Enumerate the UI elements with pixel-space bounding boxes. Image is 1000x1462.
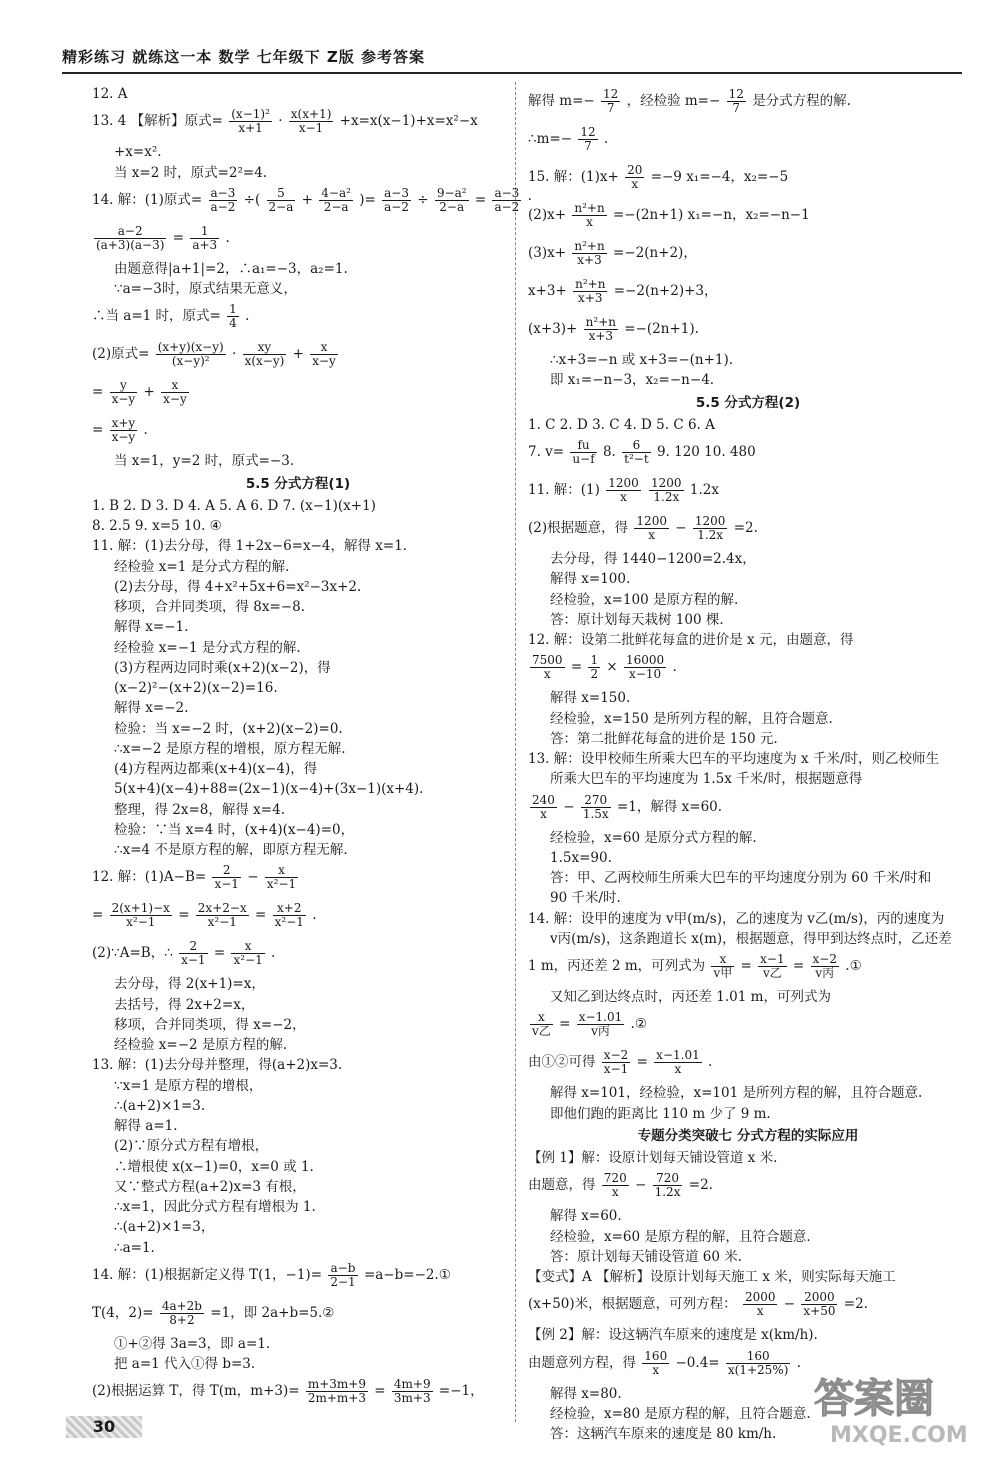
answer-line: 去分母，得 2(x+1)=x， bbox=[114, 976, 265, 993]
fraction: $\frac{\text{(x−1)²}}{x+1}$ bbox=[231, 107, 270, 136]
answer-line: ∴增根使 x(x−1)=0，x=0 或 1. bbox=[114, 1158, 314, 1175]
answer-line: 90 千米/时. bbox=[550, 890, 621, 907]
answer-line: 即他们跑的距离比 110 m 少了 9 m. bbox=[550, 1105, 771, 1122]
answer-line: 15. 解：(1)x+ $\frac{20}{x}$ =−9 x₁=−4，x₂=−5 bbox=[528, 163, 789, 192]
fraction: $\frac{x}{\text{x²−1}}$ bbox=[233, 939, 263, 968]
column-divider bbox=[515, 82, 516, 1422]
fraction: $\frac{\text{n²+n}}{x+3}$ bbox=[574, 239, 605, 268]
answer-line: ∴x=4 不是原方程的解，即原方程无解. bbox=[114, 842, 348, 858]
answer-line: 又∵整式方程(a+2)x=3 有根， bbox=[114, 1178, 306, 1195]
answer-line: 解得 x=−2. bbox=[114, 700, 189, 717]
answer-line: $\frac{240}{x}$ − $\frac{270}{1.5x}$ =1，解得 x=60. bbox=[532, 792, 723, 821]
fraction: $\frac{m+3m+9}{2m+m+3}$ bbox=[307, 1377, 366, 1406]
answer-line: $\frac{a-2}{(a+3)(a-3)}$ = $\frac{1}{a+3}$ . bbox=[96, 223, 230, 252]
fraction: $\frac{x}{x-y}$ bbox=[312, 340, 336, 369]
fraction: $\frac{x-1.01}{x}$ bbox=[656, 1048, 700, 1077]
watermark-url: MXQE.COM bbox=[830, 1423, 968, 1448]
fraction: $\frac{a-2}{(a+3)(a-3)}$ bbox=[96, 223, 165, 252]
section-title: 5.5 分式方程(2) bbox=[695, 394, 801, 411]
fraction: $\frac{x}{\text{v甲}}$ bbox=[713, 952, 733, 981]
answer-line: 解得 a=1. bbox=[114, 1118, 178, 1134]
right-column bbox=[528, 84, 968, 1444]
answer-line: 把 a=1 代入①得 b=3. bbox=[114, 1356, 256, 1372]
answer-line: = $\frac{y}{x-y}$ + $\frac{x}{x-y}$ bbox=[92, 378, 187, 407]
fraction: $\frac{\text{n²+n}}{x}$ bbox=[574, 201, 605, 230]
answer-line: $\frac{7500}{x}$ = $\frac{1}{2}$ × $\frac{16000}{x-10}$ . bbox=[532, 653, 677, 682]
section-title: 专题分类突破七 分式方程的实际应用 bbox=[637, 1127, 859, 1144]
left-column bbox=[92, 84, 532, 1412]
answer-line: ∵x=1 是原方程的增根， bbox=[114, 1077, 263, 1094]
answer-line: (4)方程两边都乘(x+4)(x−4)，得 bbox=[114, 761, 318, 777]
fraction: $\frac{1}{a+3}$ bbox=[192, 223, 218, 252]
answer-line: 答：甲、乙两校师生所乘大巴车的平均速度分别为 60 千米/时和 bbox=[550, 870, 932, 886]
answer-line: 解得 x=80. bbox=[550, 1385, 622, 1402]
answer-line: (3)方程两边同时乘(x+2)(x−2)，得 bbox=[114, 659, 331, 676]
fraction: $\frac{12}{7}$ bbox=[603, 87, 619, 116]
watermark-brand: 答案圈 bbox=[814, 1376, 934, 1422]
answer-line: 1. B 2. D 3. D 4. A 5. A 6. D 7. (x−1)(x+1) bbox=[92, 497, 376, 514]
fraction: $\frac{16000}{x-10}$ bbox=[626, 653, 665, 682]
fraction: $\frac{240}{x}$ bbox=[532, 792, 555, 821]
answer-line: 当 x=1，y=2 时，原式=−3. bbox=[114, 453, 295, 470]
answer-line: 8. 2.5 9. x=5 10. ④ bbox=[92, 518, 222, 534]
page-number: 30 bbox=[66, 1416, 142, 1438]
fraction: $\frac{a-3}{a-2}$ bbox=[384, 185, 409, 214]
fraction: $\frac{6}{\text{t²−t}}$ bbox=[624, 438, 649, 467]
answer-line: ∵a=−3时，原式结果无意义， bbox=[114, 281, 297, 297]
page-header: 精彩练习 就练这一本 数学 七年级下 Z版 参考答案 bbox=[62, 48, 425, 66]
answer-line: 解得 x=−1. bbox=[114, 619, 189, 636]
answer-line: 11. 解：(1) $\frac{1200}{x}$ $\frac{1200}{1.2x}$ 1.2x bbox=[528, 476, 719, 505]
answer-line: ∴x=−2 是原方程的增根，原方程无解. bbox=[114, 740, 346, 757]
answer-line: 解得 x=60. bbox=[550, 1208, 622, 1225]
fraction: $\frac{1200}{1.2x}$ bbox=[694, 514, 726, 543]
fraction: $\frac{12}{7}$ bbox=[580, 125, 596, 154]
answer-line: 14. 解：设甲的速度为 v甲(m/s)，乙的速度为 v乙(m/s)，丙的速度为 bbox=[528, 910, 945, 927]
fraction: $\frac{\text{9−a²}}{2-a}$ bbox=[436, 185, 467, 214]
answer-line: ∴(a+2)×1=3. bbox=[114, 1097, 206, 1114]
fraction: $\frac{(x+y)(x-y)}{\text{(x−y)²}}$ bbox=[157, 340, 224, 369]
answer-line: 解得 x=100. bbox=[550, 571, 631, 588]
answer-line: = $\frac{2(x+1)-x}{\text{x²−1}}$ = $\frac{2x+2-x}{\text{x²−1}}$ = $\frac{x+2}{\text{x²−1}}$ . bbox=[92, 901, 317, 930]
answer-line: ∴当 a=1 时，原式= $\frac{1}{4}$ . bbox=[92, 302, 250, 331]
fraction: $\frac{160}{x}$ bbox=[644, 1348, 668, 1377]
answer-line: (x−2)²−(x+2)(x−2)=16. bbox=[114, 680, 278, 696]
answer-line: 即 x₁=−n−3，x₂=−n−4. bbox=[550, 372, 715, 389]
fraction: $\frac{x}{\text{x²−1}}$ bbox=[266, 863, 297, 892]
answer-line: 1. C 2. D 3. C 4. D 5. C 6. A bbox=[528, 416, 715, 433]
answer-line: ①+②得 3a=3，即 a=1. bbox=[114, 1335, 271, 1352]
answer-line: 12. A bbox=[92, 86, 128, 102]
fraction: $\frac{5}{2-a}$ bbox=[268, 185, 294, 214]
answer-line: 检验：∵当 x=4 时，(x+4)(x−4)=0， bbox=[114, 821, 355, 838]
answer-line: 去分母，得 1440−1200=2.4x， bbox=[550, 551, 756, 567]
header-rule bbox=[62, 72, 962, 74]
answer-line: 1.5x=90. bbox=[550, 849, 612, 866]
fraction: $\frac{x-2}{\text{v丙}}$ bbox=[812, 952, 837, 981]
answer-line: 12. 解：设第二批鲜花每盒的进价是 x 元，由题意，得 bbox=[528, 632, 854, 648]
fraction: $\frac{1}{4}$ bbox=[229, 302, 237, 331]
answer-line: 答：原计划每天栽树 100 棵. bbox=[550, 611, 724, 628]
answer-line: 由题意，得 $\frac{720}{x}$ − $\frac{720}{1.2x}$ =2. bbox=[528, 1171, 713, 1200]
fraction: $\frac{2}{x-1}$ bbox=[181, 939, 206, 968]
answer-line: 经检验，x=150 是所列方程的解，且符合题意. bbox=[550, 710, 833, 727]
section-title: 5.5 分式方程(1) bbox=[245, 475, 351, 492]
fraction: $\frac{2x+2-x}{\text{x²−1}}$ bbox=[197, 901, 247, 930]
answer-line: ∴a=1. bbox=[114, 1239, 155, 1256]
answer-line: (x+3)+ $\frac{\text{n²+n}}{x+3}$ =−(2n+1). bbox=[528, 315, 699, 344]
answer-line: 当 x=2 时，原式=2²=4. bbox=[114, 164, 268, 181]
answer-line: 13. 4 【解析】原式= $\frac{\text{(x−1)²}}{x+1}$ · $\frac{x(x+1)}{x-1}$ +x=x(x−1)+x=x²−x bbox=[92, 107, 478, 136]
fraction: $\frac{x-1}{\text{v乙}}$ bbox=[760, 952, 785, 981]
answer-line: $\frac{x}{\text{v乙}}$ = $\frac{x-1.01}{\text{v丙}}$ .② bbox=[532, 1010, 647, 1039]
fraction: $\frac{x-2}{x-1}$ bbox=[603, 1048, 629, 1077]
answer-line: 由①②可得 $\frac{x-2}{x-1}$ = $\frac{x-1.01}{x}$ . bbox=[528, 1048, 713, 1077]
answer-line: 解得 x=101，经检验，x=101 是所列方程的解，且符合题意. bbox=[550, 1085, 923, 1102]
answer-line: 7. v= $\frac{fu}{u-f}$ 8. $\frac{6}{\text{t²−t}}$ 9. 120 10. 480 bbox=[528, 438, 756, 467]
fraction: $\frac{1200}{x}$ bbox=[608, 476, 639, 505]
answer-line: T(4，2)= $\frac{4a+2b}{8+2}$ =1，即 2a+b=5.② bbox=[92, 1298, 335, 1327]
answer-line: 答：这辆汽车原来的速度是 80 km/h. bbox=[550, 1426, 777, 1442]
answer-line: 由题意列方程，得 $\frac{160}{x}$ −0.4= $\frac{160}{x(1+25\%)}$ . bbox=[528, 1348, 801, 1377]
answer-line: 经检验，x=60 是原方程的解，且符合题意. bbox=[550, 1228, 811, 1245]
fraction: $\frac{160}{x(1+25\%)}$ bbox=[727, 1348, 789, 1377]
answer-line: +x=x². bbox=[114, 144, 162, 161]
answer-line: (3)x+ $\frac{\text{n²+n}}{x+3}$ =−2(n+2)， bbox=[528, 239, 697, 268]
watermark-logo bbox=[810, 1360, 980, 1450]
fraction: $\frac{a-b}{2-1}$ bbox=[330, 1260, 356, 1289]
answer-line: 移项，合并同类项，得 x=−2， bbox=[114, 1016, 306, 1033]
fraction: $\frac{\text{n²+n}}{x+3}$ bbox=[585, 315, 616, 344]
fraction: $\frac{12}{7}$ bbox=[728, 87, 744, 116]
fraction: $\frac{x}{x-y}$ bbox=[163, 378, 187, 407]
answer-line: 【例 2】解：设这辆汽车原来的速度是 x(km/h). bbox=[528, 1327, 818, 1344]
fraction: $\frac{2000}{x+50}$ bbox=[803, 1290, 836, 1319]
fraction: $\frac{4m+9}{3m+3}$ bbox=[393, 1377, 431, 1406]
answer-line: (2)去分母，得 4+x²+5x+6=x²−3x+2. bbox=[114, 578, 362, 595]
answer-line: 由题意得|a+1|=2，∴a₁=−3，a₂=1. bbox=[114, 260, 348, 277]
answer-line: ∴x=1，因此分式方程有增根为 1. bbox=[114, 1199, 316, 1215]
fraction: $\frac{a-3}{a-2}$ bbox=[494, 185, 520, 214]
answer-line: (2)根据运算 T，得 T(m，m+3)= $\frac{m+3m+9}{2m+m+3}$ = $\frac{4m+9}{3m+3}$ =−1， bbox=[92, 1377, 484, 1406]
fraction: $\frac{x+y}{x-y}$ bbox=[111, 416, 136, 445]
answer-line: 11. 解：(1)去分母，得 1+2x−6=x−4，解得 x=1. bbox=[92, 538, 408, 555]
answer-line: (x+50)米，根据题意，可列方程： $\frac{2000}{x}$ − $\frac{2000}{x+50}$ =2. bbox=[528, 1290, 868, 1319]
fraction: $\frac{a-3}{a-2}$ bbox=[210, 185, 236, 214]
fraction: $\frac{2000}{x}$ bbox=[744, 1290, 776, 1319]
fraction: $\frac{x-1.01}{\text{v丙}}$ bbox=[578, 1010, 623, 1039]
fraction: $\frac{x}{\text{v乙}}$ bbox=[532, 1010, 551, 1039]
fraction: $\frac{x(x+1)}{x-1}$ bbox=[290, 107, 332, 136]
fraction: $\frac{y}{x-y}$ bbox=[111, 378, 136, 407]
fraction: $\frac{2(x+1)-x}{\text{x²−1}}$ bbox=[111, 901, 170, 930]
answer-line: 12. 解：(1)A−B= $\frac{2}{x-1}$ − $\frac{x}{\text{x²−1}}$ bbox=[92, 863, 297, 892]
answer-line: ∴(a+2)×1=3， bbox=[114, 1219, 215, 1236]
answer-line: 解得 x=150. bbox=[550, 690, 631, 707]
answer-line: 【例 1】解：设原计划每天铺设管道 x 米. bbox=[528, 1150, 778, 1166]
answer-line: 14. 解：(1)原式= $\frac{a-3}{a-2}$ ÷( $\frac{5}{2-a}$ + $\frac{\text{4−a²}}{2-a}$ )= $\frac{a-3}{a-2}$ ÷ $\frac{\text{9−a²}}{2-a}$ = $\frac{a-3}{a-2}$ · bbox=[92, 185, 532, 214]
answer-line: 【变式】A 【解析】设原计划每天施工 x 米，则实际每天施工 bbox=[528, 1269, 896, 1285]
fraction: $\frac{1}{2}$ bbox=[590, 653, 599, 682]
answer-line: 答：原计划每天铺设管道 60 米. bbox=[550, 1248, 743, 1265]
fraction: $\frac{\text{4−a²}}{2-a}$ bbox=[321, 185, 351, 214]
answer-line: x+3+ $\frac{\text{n²+n}}{x+3}$ =−2(n+2)+3， bbox=[528, 277, 718, 306]
answer-line: 13. 解：设甲校师生所乘大巴车的平均速度为 x 千米/时，则乙校师生 bbox=[528, 751, 940, 767]
answer-line: (2)x+ $\frac{\text{n²+n}}{x}$ =−(2n+1) x₁=−n，x₂=−n−1 bbox=[528, 201, 810, 230]
answer-line: 所乘大巴车的平均速度为 1.5x 千米/时，根据题意得 bbox=[550, 771, 863, 788]
answer-line: 去括号，得 2x+2=x， bbox=[114, 996, 255, 1013]
answer-line: 整理，得 2x=8，解得 x=4. bbox=[114, 801, 285, 818]
answer-line: 移项，合并同类项，得 8x=−8. bbox=[114, 599, 305, 615]
fraction: $\frac{4a+2b}{8+2}$ bbox=[161, 1298, 202, 1327]
answer-line: (2)∵原分式方程有增根， bbox=[114, 1138, 269, 1155]
fraction: $\frac{1200}{x}$ bbox=[636, 514, 667, 543]
answer-line: 答：第二批鲜花每盒的进价是 150 元. bbox=[550, 730, 778, 747]
answer-line: 经检验，x=100 是原方程的解. bbox=[550, 591, 739, 608]
fraction: $\frac{7500}{x}$ bbox=[532, 653, 563, 682]
answer-line: 5(x+4)(x−4)+88=(2x−1)(x−4)+(3x−1)(x+4). bbox=[114, 781, 424, 798]
fraction: $\frac{720}{1.2x}$ bbox=[654, 1171, 681, 1200]
answer-line: 经检验 x=−1 是分式方程的解. bbox=[114, 639, 301, 656]
answer-line: 1 m，丙还差 2 m，可列式为 $\frac{x}{\text{v甲}}$ = $\frac{x-1}{\text{v乙}}$ = $\frac{x-2}{\text{v丙}}$ .① bbox=[528, 952, 862, 981]
answer-line: (2)根据题意，得 $\frac{1200}{x}$ − $\frac{1200}{1.2x}$ =2. bbox=[528, 514, 758, 543]
fraction: $\frac{x+2}{\text{x²−1}}$ bbox=[274, 901, 304, 930]
answer-line: = $\frac{x+y}{x-y}$ . bbox=[92, 416, 148, 445]
fraction: $\frac{\text{n²+n}}{x+3}$ bbox=[575, 277, 606, 306]
answer-line: v丙(m/s)，这条跑道长 x(m)，根据题意，得甲到达终点时，乙还差 bbox=[550, 930, 952, 947]
answer-line: 经检验，x=80 是原方程的解，且符合题意. bbox=[550, 1405, 811, 1422]
answer-line: 经检验，x=60 是原分式方程的解. bbox=[550, 829, 757, 846]
answer-line: (2)原式= $\frac{(x+y)(x-y)}{\text{(x−y)²}}$ · $\frac{xy}{x(x-y)}$ + $\frac{x}{x-y}$ bbox=[92, 340, 336, 369]
fraction: $\frac{720}{x}$ bbox=[603, 1171, 627, 1200]
answer-line: 检验：当 x=−2 时，(x+2)(x−2)=0. bbox=[114, 720, 343, 737]
answer-line: 经检验 x=−2 是原方程的解. bbox=[114, 1037, 288, 1053]
answer-line: 14. 解：(1)根据新定义得 T(1，−1)= $\frac{a-b}{2-1}$ =a−b=−2.① bbox=[92, 1260, 451, 1289]
answer-line: 解得 m=− $\frac{12}{7}$ ，经检验 m=− $\frac{12}{7}$ 是分式方程的解. bbox=[528, 87, 851, 116]
fraction: $\frac{xy}{x(x-y)}$ bbox=[244, 340, 285, 369]
fraction: $\frac{270}{1.5x}$ bbox=[582, 792, 609, 821]
fraction: $\frac{1200}{1.2x}$ bbox=[651, 476, 682, 505]
answer-line: ∴x+3=−n 或 x+3=−(n+1). bbox=[550, 352, 734, 368]
answer-line: 13. 解：(1)去分母并整理，得(a+2)x=3. bbox=[92, 1057, 343, 1074]
answer-line: (2)∵A=B，∴ $\frac{2}{x-1}$ = $\frac{x}{\text{x²−1}}$ . bbox=[92, 939, 276, 968]
answer-line: 又知乙到达终点时，丙还差 1.01 m，可列式为 bbox=[550, 989, 831, 1005]
answer-line: 经检验 x=1 是分式方程的解. bbox=[114, 558, 290, 575]
answer-line: ∴m=− $\frac{12}{7}$ . bbox=[528, 125, 609, 154]
fraction: $\frac{20}{x}$ bbox=[627, 163, 643, 192]
fraction: $\frac{fu}{u-f}$ bbox=[572, 438, 595, 467]
fraction: $\frac{2}{x-1}$ bbox=[214, 863, 239, 892]
